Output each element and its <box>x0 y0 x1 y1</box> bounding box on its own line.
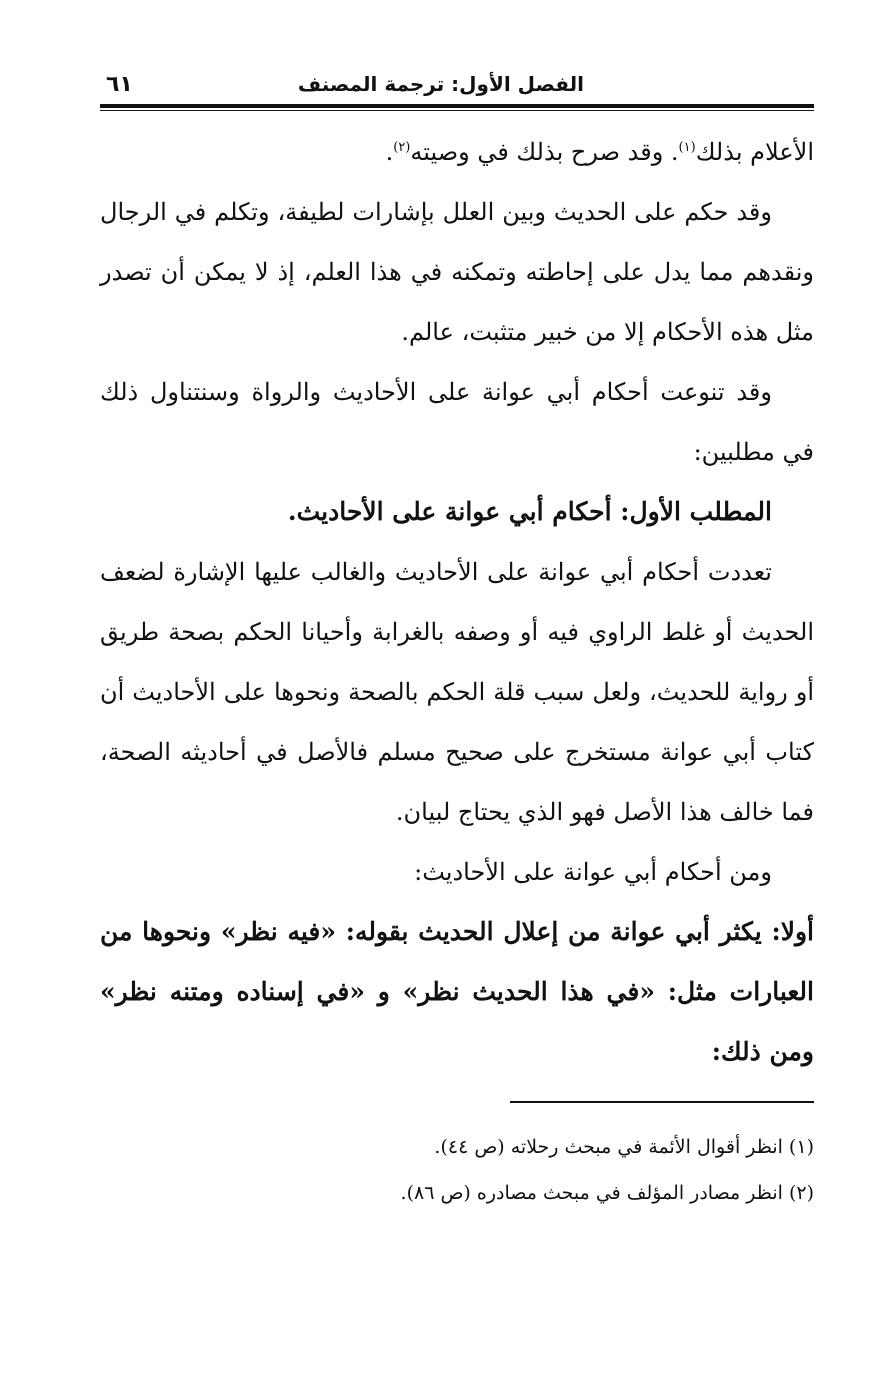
paragraph-4: تعددت أحكام أبي عوانة على الأحاديث والغالب عليها الإشارة لضعف الحديث أو غلط الراوي فيه أو وصفه بالغرابة وأحيانا الحكم بصحة طريق أو رواية للحديث، ولعل سبب قلة الحكم بالصحة ونحوها على الأحاديث أن كتاب أبي عوانة مستخرج على صحيح مسلم فالأصل في أحاديثه الصحة، فما خالف هذا الأصل فهو الذي يحتاج لبيان. <box>100 558 815 826</box>
paragraph-1-middle: . وقد صرح بذلك في وصيته <box>410 138 679 166</box>
section-heading: المطلب الأول: أحكام أبي عوانة على الأحاديث. <box>287 497 772 526</box>
header-rule-thick <box>100 104 814 108</box>
paragraph-1 <box>100 122 814 182</box>
paragraph-2: وقد حكم على الحديث وبين العلل بإشارات لطيفة، وتكلم في الرجال ونقدهم مما يدل على إحاطته وتمكنه في هذا العلم، إذ لا يمكن أن تصدر مثل هذه الأحكام إلا من خبير متثبت، عالم. <box>100 198 814 346</box>
footnotes <box>100 1124 814 1216</box>
paragraph-3: وقد تنوعت أحكام أبي عوانة على الأحاديث والرواة وسنتناول ذلك في مطلبين: <box>100 378 814 466</box>
footnote-ref-2: (٢) <box>393 140 411 155</box>
footnote-2: (٢) انظر مصادر المؤلف في مبحث مصادره (ص ٨٦). <box>400 1182 814 1204</box>
header-rule-thin <box>100 110 814 111</box>
footnote-1: (١) انظر أقوال الأئمة في مبحث رحلاته (ص ٤٤). <box>434 1136 814 1158</box>
footnote-ref-1: (١) <box>678 140 696 155</box>
chapter-title: الفصل الأول: ترجمة المصنف <box>297 72 584 96</box>
paragraph-5: ومن أحكام أبي عوانة على الأحاديث: <box>414 858 772 886</box>
footnote-separator <box>510 1101 814 1103</box>
main-text <box>100 122 814 1082</box>
paragraph-6-bold: أولا: يكثر أبي عوانة من إعلال الحديث بقوله: «فيه نظر» ونحوها من العبارات مثل: «في هذا الحديث نظر» و «في إسناده ومتنه نظر» ومن ذلك: <box>100 917 814 1066</box>
page-number: ٦١ <box>106 72 133 97</box>
paragraph-1-end: . <box>385 138 394 166</box>
page-header <box>100 70 814 106</box>
paragraph-1-text: الأعلام بذلك <box>695 138 814 166</box>
